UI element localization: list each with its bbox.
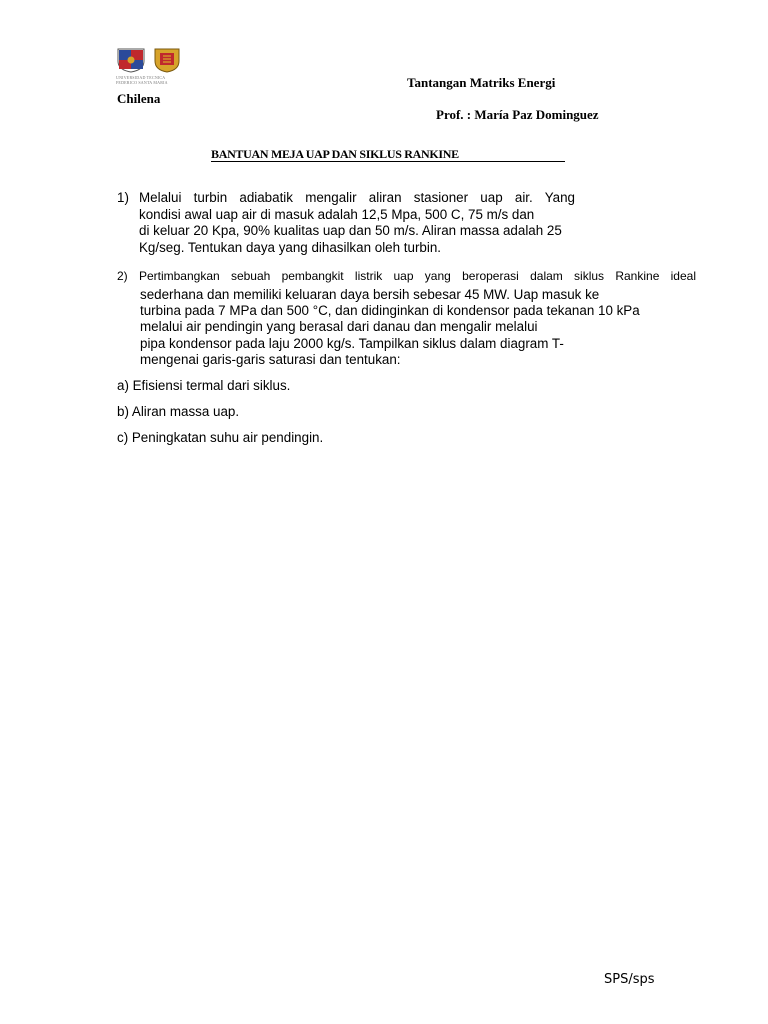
answer-a: a) Efisiensi termal dari siklus. [117,378,291,393]
question-2-first-line: 2) Pertimbangkan sebuah pembangkit listrik uap yang beroperasi dalam siklus Rankine ideal [117,269,696,283]
shield-right-icon [152,47,182,73]
question-2-line: pipa kondensor pada laju 2000 kg/s. Tampilkan siklus dalam diagram T- [140,336,564,351]
professor-name: Prof. : María Paz Dominguez [436,107,599,122]
footer-initials: SPS/sps [604,972,655,987]
answer-c: c) Peningkatan suhu air pendingin. [117,430,324,445]
question-1-number: 1) [117,190,129,205]
question-1-line: di keluar 20 Kpa, 90% kualitas uap dan 50 m/s. Aliran massa adalah 25 [139,223,562,238]
document-title: BANTUAN MEJA UAP DAN SIKLUS RANKINE [211,147,565,162]
question-2-line: melalui air pendingin yang berasal dari danau dan mengalir melalui [140,319,538,334]
question-1-line: Kg/seg. Tentukan daya yang dihasilkan oleh turbin. [139,240,441,255]
university-logo [116,47,200,91]
question-1-first-line [117,189,575,206]
institution-label: Chilena [117,91,161,106]
question-1-text: Melalui turbin adiabatik mengalir aliran stasioner uap air. Yang [139,190,575,205]
question-2-line: sederhana dan memiliki keluaran daya bersih sebesar 45 MW. Uap masuk ke [140,287,600,302]
question-2-line: turbina pada 7 MPa dan 500 °C, dan didinginkan di kondensor pada tekanan 10 kPa [140,303,640,318]
question-1-line: kondisi awal uap air di masuk adalah 12,5 Mpa, 500 C, 75 m/s dan [139,207,535,222]
logo-caption: UNIVERSIDAD TECNICA FEDERICO SANTA MARIA [116,75,168,85]
question-2-line: mengenai garis-garis saturasi dan tentukan: [140,352,401,367]
shield-left-icon [116,47,146,73]
answer-b: b) Aliran massa uap. [117,404,240,419]
course-title: Tantangan Matriks Energi [407,75,556,90]
